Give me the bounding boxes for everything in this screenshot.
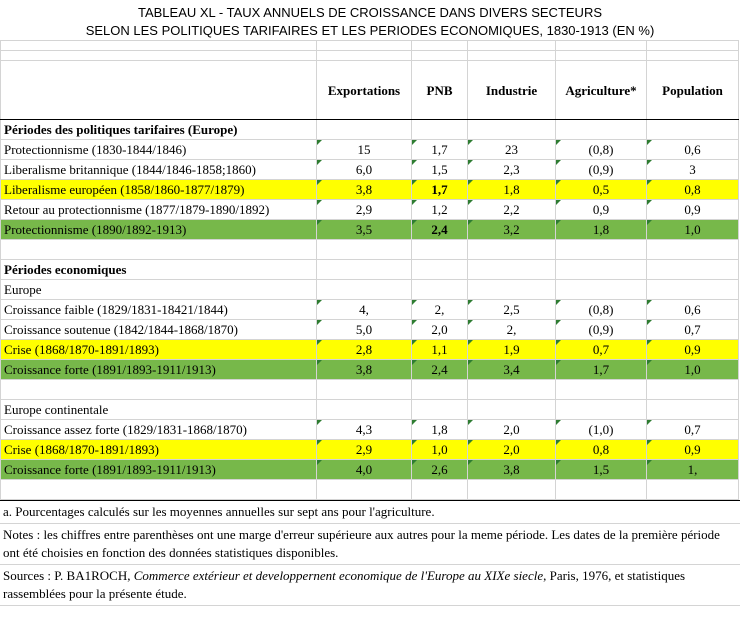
row-label: Croissance forte (1891/1893-1911/1913): [1, 360, 317, 380]
col-header-industrie: Industrie: [468, 61, 556, 120]
cell-value: (0,9): [556, 320, 647, 340]
empty-row: [1, 51, 739, 61]
cell-value: 0,9: [556, 200, 647, 220]
cell-value: 3,8: [468, 460, 556, 480]
empty-row: [1, 480, 739, 500]
table-title: [0, 0, 740, 40]
cell-value: 4,3: [317, 420, 412, 440]
cell-value: 0,7: [647, 420, 739, 440]
header-row: [1, 61, 739, 120]
cell-value: 2,0: [412, 320, 468, 340]
row-label: Crise (1868/1870-1891/1893): [1, 340, 317, 360]
cell-value: 2,4: [412, 360, 468, 380]
col-header-agriculture: Agriculture*: [556, 61, 647, 120]
section-title-tariff: Périodes des politiques tarifaires (Europe): [1, 120, 317, 140]
section-title-economic: Périodes economiques: [1, 260, 317, 280]
cell-value: 23: [468, 140, 556, 160]
cell-value: 1,0: [647, 360, 739, 380]
table-row: [1, 460, 739, 480]
row-label: Protectionnisme (1890/1892-1913): [1, 220, 317, 240]
col-header-pnb: PNB: [412, 61, 468, 120]
cell-value: 4,0: [317, 460, 412, 480]
cell-value: 3,4: [468, 360, 556, 380]
cell-value: 2,: [468, 320, 556, 340]
cell-value: 2,9: [317, 440, 412, 460]
row-label: Croissance assez forte (1829/1831-1868/1870): [1, 420, 317, 440]
source-prefix: Sources : P. BA1ROCH,: [3, 568, 134, 583]
note-sources: [0, 565, 740, 606]
cell-value: 3,8: [317, 360, 412, 380]
cell-value: 5,0: [317, 320, 412, 340]
cell-value: 6,0: [317, 160, 412, 180]
table-row: [1, 340, 739, 360]
cell-value: 2,6: [412, 460, 468, 480]
cell-value: 2,: [412, 300, 468, 320]
cell-value: 2,3: [468, 160, 556, 180]
cell-value: 0,8: [556, 440, 647, 460]
cell-value: 1,7: [412, 180, 468, 200]
row-label: Liberalisme européen (1858/1860-1877/1879): [1, 180, 317, 200]
cell-value: 3: [647, 160, 739, 180]
row-label: Protectionnisme (1830-1844/1846): [1, 140, 317, 160]
cell-value: (0,8): [556, 140, 647, 160]
cell-value: 2,0: [468, 440, 556, 460]
cell-value: (0,8): [556, 300, 647, 320]
section-row: [1, 260, 739, 280]
empty-row: [1, 41, 739, 51]
row-label: Crise (1868/1870-1891/1893): [1, 440, 317, 460]
subsection-continental: Europe continentale: [1, 400, 317, 420]
cell-value: 1,: [647, 460, 739, 480]
cell-value: 1,1: [412, 340, 468, 360]
table-row: [1, 200, 739, 220]
cell-value: 2,5: [468, 300, 556, 320]
cell-value: 1,7: [556, 360, 647, 380]
cell-value: (1,0): [556, 420, 647, 440]
row-label: Retour au protectionnisme (1877/1879-1890/1892): [1, 200, 317, 220]
cell-value: 1,2: [412, 200, 468, 220]
cell-value: 1,8: [468, 180, 556, 200]
source-suffix: , Paris, 1976, et statistiques rassemblées pour la présente étude.: [3, 568, 686, 601]
cell-value: 0,8: [647, 180, 739, 200]
table-row: [1, 160, 739, 180]
cell-value: 2,9: [317, 200, 412, 220]
title-line-2: SELON LES POLITIQUES TARIFAIRES ET LES PERIODES ECONOMIQUES, 1830-1913 (EN %): [85, 23, 655, 38]
note-a: a. Pourcentages calculés sur les moyennes annuelles sur sept ans pour l'agriculture.: [0, 500, 740, 524]
cell-value: 2,0: [468, 420, 556, 440]
cell-value: 0,5: [556, 180, 647, 200]
cell-value: 3,5: [317, 220, 412, 240]
subsection-europe: Europe: [1, 280, 317, 300]
subsection-row: [1, 280, 739, 300]
cell-value: 3,8: [317, 180, 412, 200]
notes: [0, 500, 740, 606]
cell-value: 2,4: [412, 220, 468, 240]
title-line-1: TABLEAU XL - TAUX ANNUELS DE CROISSANCE DANS DIVERS SECTEURS: [137, 5, 603, 20]
table-row: [1, 420, 739, 440]
subsection-row: [1, 400, 739, 420]
cell-value: 0,9: [647, 440, 739, 460]
cell-value: 1,0: [647, 220, 739, 240]
cell-value: 1,8: [412, 420, 468, 440]
table-row: [1, 140, 739, 160]
note-notes: Notes : les chiffres entre parenthèses ont une marge d'erreur supérieure aux autres pour la meme période. Les dates de la première période ont été choisies en fonction des données statistiques disponibles.: [0, 524, 740, 565]
cell-value: (0,9): [556, 160, 647, 180]
table-row: [1, 300, 739, 320]
cell-value: 0,6: [647, 300, 739, 320]
cell-value: 1,8: [556, 220, 647, 240]
empty-row: [1, 380, 739, 400]
table-row: [1, 180, 739, 200]
cell-value: 4,: [317, 300, 412, 320]
source-title: Commerce extérieur et developpernent economique de l'Europe au XIXe siecle: [133, 568, 544, 583]
cell-value: 1,9: [468, 340, 556, 360]
cell-value: 0,7: [556, 340, 647, 360]
cell-value: 1,5: [412, 160, 468, 180]
cell-value: 1,5: [556, 460, 647, 480]
col-header-exportations: Exportations: [317, 61, 412, 120]
cell-value: 2,2: [468, 200, 556, 220]
table-row: [1, 220, 739, 240]
cell-value: 0,7: [647, 320, 739, 340]
section-row: [1, 120, 739, 140]
cell-value: 3,2: [468, 220, 556, 240]
row-label: Croissance soutenue (1842/1844-1868/1870): [1, 320, 317, 340]
row-label: Croissance forte (1891/1893-1911/1913): [1, 460, 317, 480]
data-table: [0, 40, 739, 500]
cell-value: 0,6: [647, 140, 739, 160]
row-label: Croissance faible (1829/1831-18421/1844): [1, 300, 317, 320]
cell-value: 15: [317, 140, 412, 160]
cell-value: 1,7: [412, 140, 468, 160]
col-header-population: Population: [647, 61, 739, 120]
cell-value: 1,0: [412, 440, 468, 460]
table-row: [1, 440, 739, 460]
cell-value: 2,8: [317, 340, 412, 360]
table-row: [1, 360, 739, 380]
cell-value: 0,9: [647, 340, 739, 360]
table-row: [1, 320, 739, 340]
row-label: Liberalisme britannique (1844/1846-1858;1860): [1, 160, 317, 180]
cell-value: 0,9: [647, 200, 739, 220]
empty-row: [1, 240, 739, 260]
